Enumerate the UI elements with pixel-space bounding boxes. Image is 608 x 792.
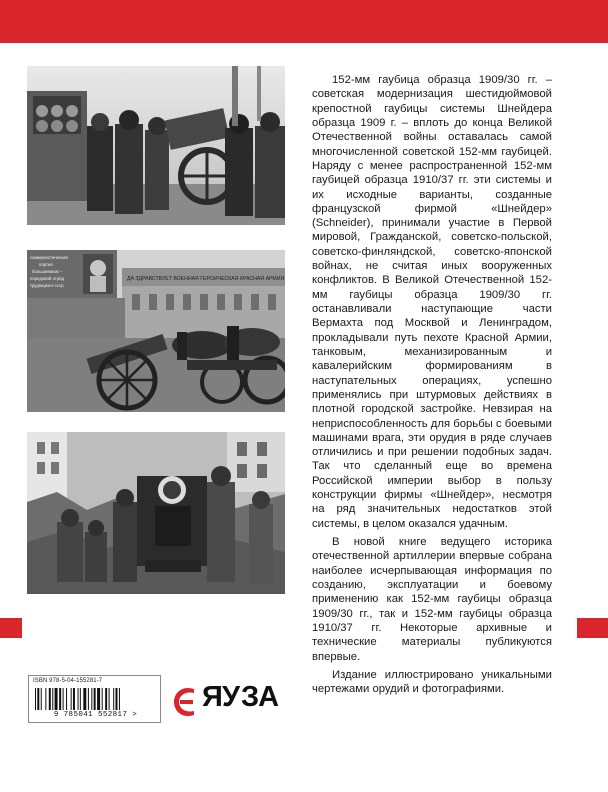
barcode-bar (66, 688, 67, 710)
barcode-bar (109, 688, 110, 710)
barcode-bar (41, 688, 42, 710)
barcode-bar (102, 688, 103, 710)
barcode-bar (80, 688, 81, 710)
yuza-logo-ya: Я (202, 681, 222, 713)
banner-line-4: передовой отряд (30, 276, 64, 281)
isbn-barcode-box (28, 675, 161, 723)
left-red-band (0, 618, 22, 638)
barcode-bar (94, 688, 96, 710)
barcode-bar (37, 688, 39, 710)
barcode-bar (97, 688, 100, 710)
barcode-bar (63, 688, 64, 710)
barcode-bar (52, 688, 53, 710)
eksmo-logo-icon (172, 683, 196, 721)
barcode-bar (113, 688, 114, 710)
barcode-bar (88, 688, 89, 710)
barcode-bar (119, 688, 120, 710)
yuza-logo-u: У (222, 681, 240, 713)
barcode-bar (83, 688, 86, 710)
isbn-label: ISBN 978-5-04-155281-7 (33, 678, 103, 684)
banner-line-3: большевиков – (32, 269, 63, 274)
banner-line-5: трудящихся ссср (30, 283, 64, 288)
annotation-text-column (312, 73, 552, 699)
barcode-bar (45, 688, 46, 710)
barcode-digits: 9 785041 552817 > (53, 711, 138, 719)
annotation-paragraph-2: В новой книге ведущего историка отечественной артиллерии впервые собрана наиболее исчерпывающая информация по созданию, эксплуатации и боевому применению как 152-мм гаубицы образца 1909/30 гг., так и 152-мм гаубицы образца 1910/37 гг. Некоторые архивные и технические материалы публикуются впервые. (312, 536, 552, 663)
annotation-paragraph-1: 152-мм гаубица образца 1909/30 гг. – советская модернизация шестидюймовой крепостной гаубицы системы Шнейдера образца 1909 г. – вплоть до конца Великой Отечественной войны оставалась самой многочисленной советской 152-мм гаубицей. Наряду с менее распространенной 152-мм гаубицей образца 1910/37 гг. эти системы и их исходные варианты, созданные французской фирмой «Шнейдер» (Schneider), принимали участие в Первой мировой, Гражданской, советско-польской, советско-финляндской, советско-японской войнах, не считая иных вооруженных конфликтов. В Великой Отечественной 152-мм гаубицы образца 1909/30 гг. останавливали наступающие части Вермахта под Москвой и Ленинградом, прокладывали путь пехоте Красной Армии, танковым, механизированным и кавалерийским формированиям в наступательных операциях, успешно применялись при штурмовых действиях в плотной городской застройке. Невзирая на неприспособленность для борьбы с боевыми машинами врага, эти орудия в ряде случаев отличились и при решении подобных задач. Так что сделанный еще во времена Российской империи выбор в пользу конструкции фирмы «Шнейдер», несмотря на ряд значительных недостатков этой системы, в целом оказался удачным. (312, 74, 552, 530)
barcode-bar (91, 688, 92, 710)
barcode-bar (35, 688, 36, 710)
barcode-bar (71, 688, 72, 710)
barcode-bar (49, 688, 51, 710)
photo-parade-artillery-crews (27, 66, 285, 225)
photo-red-square-parade (27, 250, 285, 412)
barcode-image (35, 688, 156, 710)
barcode-bar (73, 688, 75, 710)
gum-slogan-text: ДА ЗДРАВСТВУЕТ ВОЕННАЯ ГЕРОИЧЕСКАЯ КРАСНАЯ АРМИЯ (127, 276, 285, 282)
barcode-bar (105, 688, 107, 710)
barcode-bar (59, 688, 61, 710)
barcode-bar (116, 688, 118, 710)
top-red-band (0, 0, 608, 43)
annotation-paragraph-3: Издание иллюстрировано уникальными чертежами орудий и фотографиями. (312, 668, 552, 696)
banner-line-2: партия (39, 262, 53, 267)
banner-line-1: ломмунистическая (30, 255, 68, 260)
barcode-bar (55, 688, 58, 710)
yuza-publisher-logo (200, 680, 279, 720)
barcode-bar (78, 688, 79, 710)
yuza-logo-za: ЗА (241, 681, 279, 713)
right-red-band (577, 618, 608, 638)
photo-street-battle-howitzer (27, 432, 285, 594)
